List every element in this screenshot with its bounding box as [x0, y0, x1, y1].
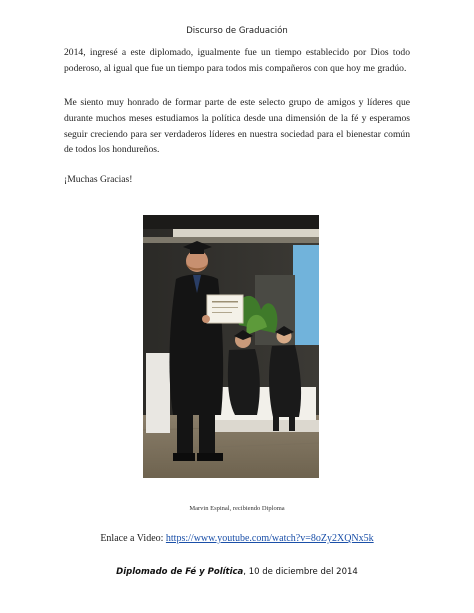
photo-caption: Marvin Espinal, recibiendo Diploma: [189, 505, 285, 512]
closing-line: ¡Muchas Gracias!: [64, 174, 133, 185]
footer-date: , 10 de diciembre del 2014: [243, 567, 358, 577]
page-footer: [0, 567, 474, 577]
video-link[interactable]: https://www.youtube.com/watch?v=8oZy2XQNx5k: [165, 533, 374, 544]
video-reference: [0, 533, 474, 544]
paragraph-2: Me siento muy honrado de formar parte de este selecto grupo de amigos y líderes que durante muchos meses estudiamos la política desde una dimensión de la fé y esperamos seguir creciendo para ser verdaderos líderes en nuestra sociedad para el bienestar común de todos los hondureños.: [64, 97, 410, 156]
footer-program: Diplomado de Fé y Política: [116, 567, 244, 577]
video-label: Enlace a Video:: [100, 533, 166, 544]
paragraph-1: 2014, ingresé a este diplomado, igualmente fue un tiempo establecido por Dios todo poderoso, al igual que fue un tiempo para todos mis compañeros con que hoy me gradúo.: [64, 47, 410, 74]
page-header: Discurso de Graduación: [186, 26, 288, 36]
graduation-photo: [143, 215, 319, 478]
